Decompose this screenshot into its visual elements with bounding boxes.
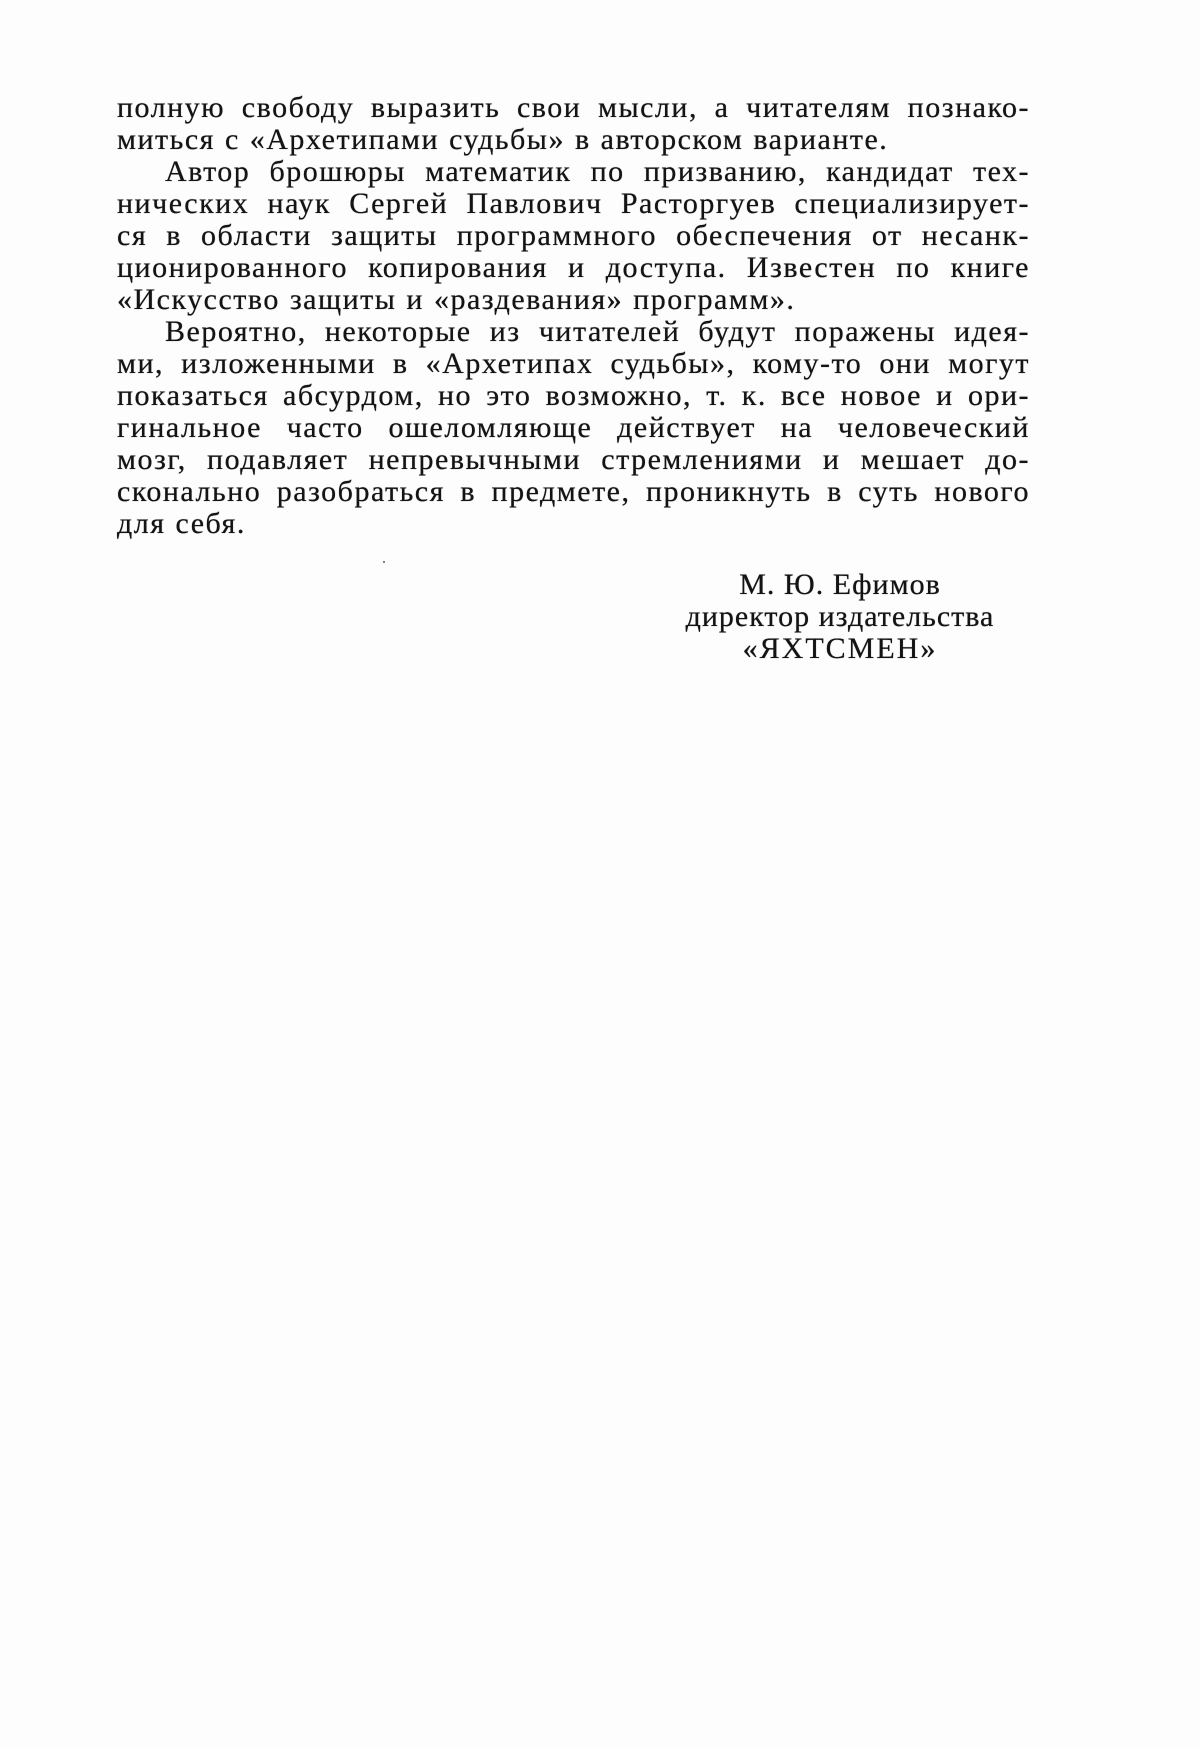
scan-speck: [383, 561, 385, 563]
body-text: [117, 92, 1030, 540]
signature-name: М. Ю. Ефимов: [739, 568, 941, 601]
text-line: для себя.: [117, 507, 246, 540]
text-line: Вероятно, некоторые из читателей будут поражены идея-: [165, 315, 1030, 348]
text-line: гинальное часто ошеломляюще действует на человеческий: [117, 411, 1030, 444]
text-line: мозг, подавляет непревычными стремлениями и мешает до-: [117, 443, 1030, 476]
text-line: нических наук Сергей Павлович Расторгуев специализирует-: [117, 187, 1030, 220]
text-line: показаться абсурдом, но это возможно, т. к. все новое и ори-: [117, 379, 1030, 412]
text-line: Автор брошюры математик по призванию, кандидат тех-: [165, 155, 1030, 188]
text-line: ционированного копирования и доступа. Известен по книге: [117, 251, 1030, 284]
text-line: «Искусство защиты и «раздевания» программ».: [117, 283, 796, 316]
text-line: полную свободу выразить свои мысли, а читателям познако-: [117, 91, 1030, 124]
text-line: миться с «Архетипами судьбы» в авторском варианте.: [117, 123, 889, 156]
text-line: сконально разобраться в предмете, проникнуть в суть нового: [117, 475, 1030, 508]
text-line: ся в области защиты программного обеспечения от несанк-: [117, 219, 1030, 252]
text-line: ми, изложенными в «Архетипах судьбы», кому-то они могут: [117, 347, 1030, 380]
signature-block: [640, 569, 1040, 665]
signature-title: директор издательства: [685, 600, 995, 633]
signature-publisher: «ЯХТСМЕН»: [742, 632, 938, 665]
